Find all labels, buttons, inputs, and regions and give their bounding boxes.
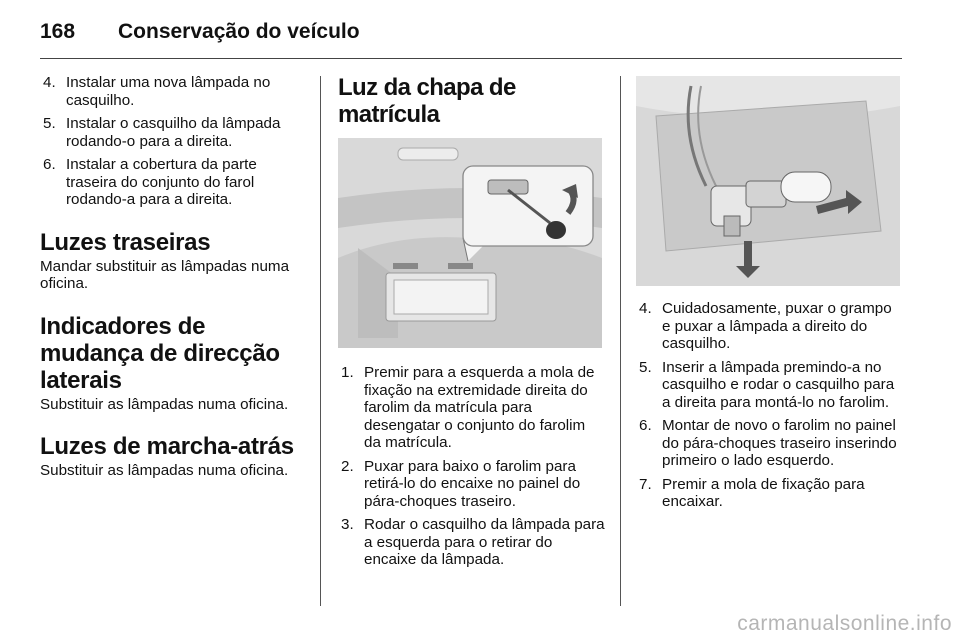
list-item: 2. Puxar para baixo o farolim para retirá-lo do encaixe no painel do pára-choques traseiro. xyxy=(341,457,581,510)
bulb-removal-illustration xyxy=(636,76,900,286)
column-1 xyxy=(40,74,306,480)
list-item: 7. Premir a mola de fixação para encaixar. xyxy=(639,475,865,510)
section-heading-side-indicators: Indicadores de mudança de direcção laterais xyxy=(40,312,280,394)
list-item: 3. Rodar o casquilho da lâmpada para a esquerda para o retirar do encaixe da lâmpada. xyxy=(341,516,605,568)
section-body-tail-lights: Mandar substituir as lâmpadas numa oficina. xyxy=(40,257,290,292)
watermark: carmanualsonline.info xyxy=(737,612,952,635)
list-item: 6. Instalar a cobertura da parte traseira do conjunto do farol rodando-a para a direita. xyxy=(43,156,257,208)
list-item: 6. Montar de novo o farolim no painel do pára-choques traseiro inserindo primeiro o lado esquerdo. xyxy=(639,417,897,469)
list-item: 4. Instalar uma nova lâmpada no casquilho. xyxy=(43,74,271,109)
section-heading-reversing-lights: Luzes de marcha-atrás xyxy=(40,433,294,460)
column-2 xyxy=(338,74,606,575)
chapter-title: Conservação do veículo xyxy=(118,20,360,43)
column-divider-2 xyxy=(620,76,621,606)
step-list-bulb-replacement xyxy=(636,300,904,511)
section-heading-tail-lights: Luzes traseiras xyxy=(40,228,211,256)
list-item: 4. Cuidadosamente, puxar o grampo e puxar a lâmpada a direito do casquilho. xyxy=(639,300,892,352)
section-heading-licence-plate-light: Luz da chapa de matrícula xyxy=(338,74,516,128)
column-3 xyxy=(636,76,904,517)
step-list-continued xyxy=(40,74,306,209)
page-header xyxy=(40,20,902,60)
step-list-licence-light xyxy=(338,364,606,569)
list-item: 5. Instalar o casquilho da lâmpada rodando-o para a direita. xyxy=(43,115,281,150)
list-item: 1. Premir para a esquerda a mola de fixação na extremidade direita do farolim da matrícula para desengatar o conjunto do farolim da matrícula. xyxy=(341,364,595,451)
section-body-reversing-lights: Substituir as lâmpadas numa oficina. xyxy=(40,462,289,479)
column-divider-1 xyxy=(320,76,321,606)
header-rule xyxy=(40,58,902,59)
licence-plate-light-illustration xyxy=(338,138,602,348)
page-number: 168 xyxy=(40,20,76,43)
list-item: 5. Inserir a lâmpada premindo-a no casquilho e rodar o casquilho para a direita para montá-lo no farolim. xyxy=(639,358,895,411)
section-body-side-indicators: Substituir as lâmpadas numa oficina. xyxy=(40,395,289,413)
